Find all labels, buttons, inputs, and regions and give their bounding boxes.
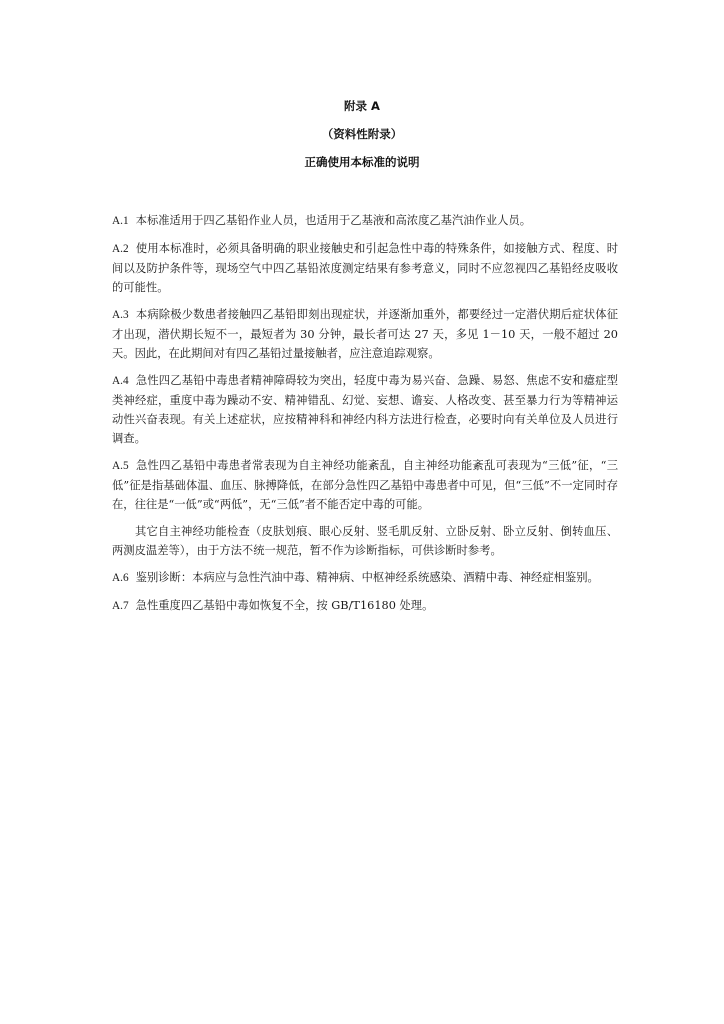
section-title: 正确使用本标准的说明 (304, 155, 420, 169)
paragraph-a3 (112, 305, 618, 363)
paragraph-a2 (112, 239, 618, 297)
paragraph-a6 (112, 568, 618, 588)
paragraph-a5 (112, 456, 618, 514)
clause-number: A.5 (112, 460, 129, 472)
paragraph-a1 (112, 211, 618, 231)
appendix-title: 附录 A (344, 99, 380, 113)
document-body (112, 211, 618, 624)
paragraph-text: 鉴别诊断：本病应与急性汽油中毒、精神病、中枢神经系统感染、酒精中毒、神经症相鉴别。 (135, 571, 599, 584)
clause-number: A.1 (112, 215, 129, 227)
appendix-type: （资料性附录） (321, 127, 403, 141)
paragraph-text: 本标准适用于四乙基铅作业人员，也适用于乙基液和高浓度乙基汽油作业人员。 (135, 214, 532, 227)
paragraph-a7 (112, 596, 618, 616)
clause-number: A.2 (112, 243, 129, 255)
paragraph-text: 急性四乙基铅中毒患者常表现为自主神经功能紊乱，自主神经功能紊乱可表现为“三低”征，“三低”征是指基础体温、血压、脉搏降低，在部分急性四乙基铅中毒患者中可见，但“三低”不一定同时存在，往往是“一低”或“两低”，无“三低”者不能否定中毒的可能。 (112, 459, 618, 511)
paragraph-text: 本病除极少数患者接触四乙基铅即刻出现症状，并逐渐加重外，都要经过一定潜伏期后症状体征才出现，潜伏期长短不一，最短者为 30 分钟，最长者可达 27 天，多见 1－10 天，一般不超过 20 天。因此，在此期间对有四乙基铅过量接触者，应注意追踪观察。 (112, 308, 618, 360)
paragraph-a5-continued (112, 522, 618, 560)
clause-number: A.3 (112, 309, 129, 321)
paragraph-text: 急性四乙基铅中毒患者精神障碍较为突出，轻度中毒为易兴奋、急躁、易怒、焦虑不安和癔症型类神经症，重度中毒为躁动不安、精神错乱、幻觉、妄想、谵妄、人格改变、甚至暴力行为等精神运动性兴奋表现。有关上述症状，应按精神科和神经内科方法进行检查，必要时向有关单位及人员进行调查。 (112, 374, 618, 445)
clause-number: A.6 (112, 572, 129, 584)
clause-number: A.7 (112, 600, 129, 612)
clause-number: A.4 (112, 375, 129, 387)
paragraph-a4 (112, 371, 618, 448)
paragraph-text: 使用本标准时，必须具备明确的职业接触史和引起急性中毒的特殊条件，如接触方式、程度、时间以及防护条件等，现场空气中四乙基铅浓度测定结果有参考意义，同时不应忽视四乙基铅经皮吸收的可能性。 (112, 242, 618, 294)
paragraph-text: 急性重度四乙基铅中毒如恢复不全，按 GB/T16180 处理。 (135, 599, 434, 612)
appendix-heading (0, 98, 724, 182)
paragraph-text: 其它自主神经功能检查（皮肤划痕、眼心反射、竖毛肌反射、立卧反射、卧立反射、倒转血压、两测皮温差等），由于方法不统一规范，暂不作为诊断指标，可供诊断时参考。 (112, 525, 618, 557)
